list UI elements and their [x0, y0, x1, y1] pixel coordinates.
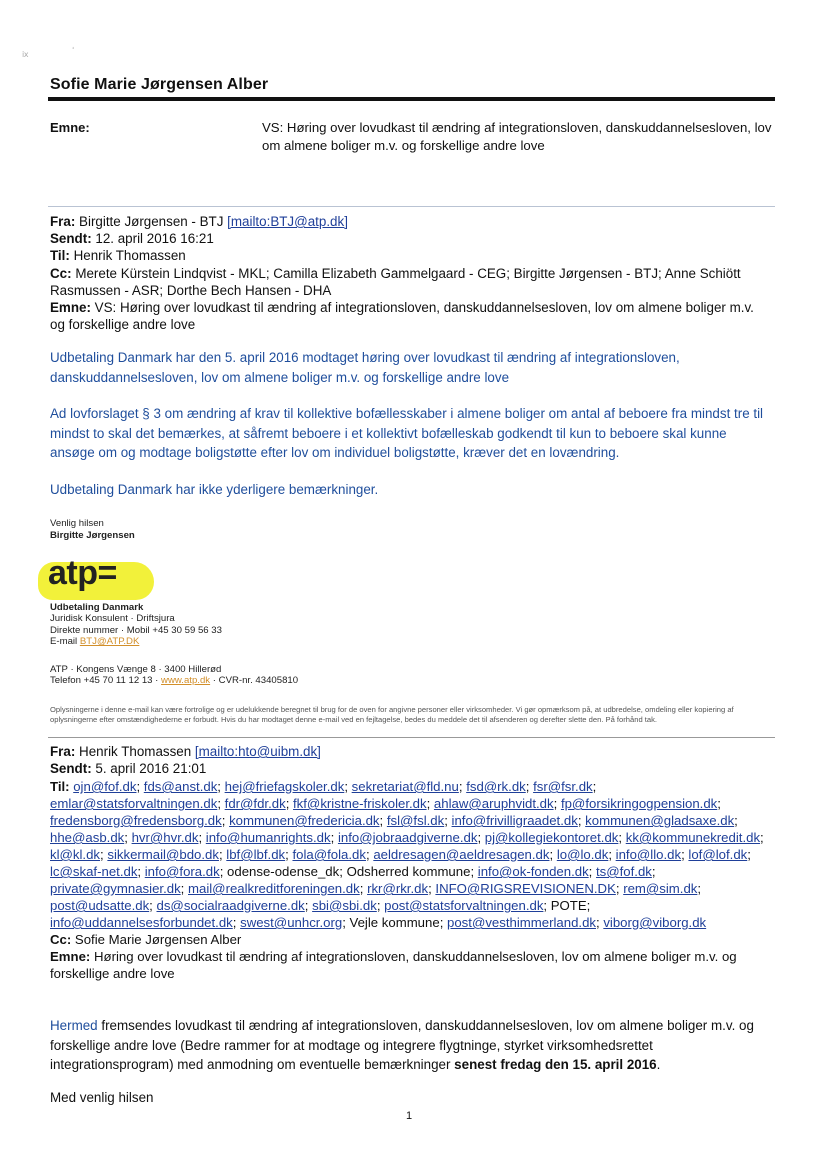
subject-line: Emne: Høring over lovudkast til ændring af integrationsloven, danskuddannelsesloven, lov om almene boliger m.v. og forskellige andre love: [50, 949, 737, 981]
subject-line: Emne: VS: Høring over lovudkast til ændring af integrationsloven, danskuddannelsesloven, lov om almene boliger m.v. og forskellige andre love: [50, 300, 754, 333]
closing-line: Med venlig hilsen: [50, 1090, 154, 1105]
recipient-email-link[interactable]: fsd@rk.dk: [466, 779, 526, 794]
recipient-email-link[interactable]: aeldresagen@aeldresagen.dk: [373, 847, 550, 862]
email1-paragraph-1: Udbetaling Danmark har den 5. april 2016 modtaget høring over lovudkast til ændring af integrationsloven, danskuddannelsesloven, lov om almene boliger m.v. og forskellige andre love: [50, 350, 680, 385]
scan-mark: ¸: [72, 40, 75, 49]
recipient-email-link[interactable]: fsl@fsl.dk: [386, 813, 445, 828]
recipient-email-link[interactable]: lo@lo.dk: [556, 847, 609, 862]
recipient-name: Vejle kommune: [349, 915, 440, 930]
logo-text: atp=: [48, 554, 117, 592]
mailto-link[interactable]: [mailto:hto@uibm.dk]: [194, 744, 321, 759]
recipient-email-link[interactable]: info@uddannelsesforbundet.dk: [50, 915, 233, 930]
mailto-link[interactable]: [mailto:BTJ@atp.dk]: [227, 214, 348, 229]
disclaimer: Oplysningerne i denne e-mail kan være fortrolige og er udelukkende beregnet til brug for de oven for angivne personer eller virksomheder. Vi gør opmærksom på, at udbredelse, omdeling eller kopiering af oplysningerne efter omstændighederne er forbudt. Hvis du har modtaget denne e-mail ved en fejltagelse, bedes du meddele det til afsenderen og derefter slette den. På forhånd tak.: [50, 705, 734, 724]
recipient-email-link[interactable]: ds@socialraadgiverne.dk: [156, 898, 305, 913]
recipient-email-link[interactable]: kommunen@fredericia.dk: [229, 813, 380, 828]
header-rule: [48, 97, 775, 101]
scan-mark: ⅸ: [22, 50, 29, 59]
recipient-email-link[interactable]: sekretariat@fld.nu: [351, 779, 459, 794]
email2-header-top: [50, 743, 772, 777]
recipient-name: Odsherred kommune: [346, 864, 471, 879]
recipient-email-link[interactable]: info@ok-fonden.dk: [477, 864, 589, 879]
website-link[interactable]: www.atp.dk: [161, 675, 211, 687]
recipient-email-link[interactable]: post@vesthimmerland.dk: [447, 915, 596, 930]
subject-label: Emne:: [50, 120, 90, 135]
recipient-email-link[interactable]: emlar@statsforvaltningen.dk: [50, 796, 218, 811]
recipient-email-link[interactable]: info@fora.dk: [144, 864, 220, 879]
message-separator: [48, 206, 775, 207]
recipient-email-link[interactable]: ojn@fof.dk: [73, 779, 137, 794]
sent-line: Sendt: 12. april 2016 16:21: [50, 231, 214, 247]
recipient-email-link[interactable]: post@statsforvaltningen.dk: [384, 898, 544, 913]
recipient-email-link[interactable]: info@frivilligraadet.dk: [451, 813, 578, 828]
signature-email-link[interactable]: BTJ@ATP.DK: [79, 636, 140, 648]
mailbox-owner-name: Sofie Marie Jørgensen Alber: [50, 76, 269, 93]
recipient-email-link[interactable]: hej@friefagskoler.dk: [224, 779, 345, 794]
signature-greeting: Venlig hilsen: [50, 518, 104, 529]
recipient-email-link[interactable]: pj@kollegiekontoret.dk: [484, 830, 619, 845]
email1-paragraph-3: Udbetaling Danmark har ikke yderligere bemærkninger.: [50, 482, 379, 497]
recipient-email-link[interactable]: post@udsatte.dk: [50, 898, 150, 913]
recipient-email-link[interactable]: sikkermail@bdo.dk: [107, 847, 219, 862]
recipient-email-link[interactable]: hvr@hvr.dk: [131, 830, 199, 845]
email2-body: Hermed fremsendes lovudkast til ændring af integrationsloven, danskuddannelsesloven, lov om almene boliger m.v. og forskellige andre love (Bedre rammer for at modtage og integrere flygtninge, styrket virksomhedsrettet integrationsprogram) med anmodning om eventuelle bemærkninger senest fredag den 15. april 2016.: [50, 1018, 754, 1072]
signature-name: Birgitte Jørgensen: [50, 530, 135, 541]
recipient-email-link[interactable]: swest@unhcr.org: [240, 915, 343, 930]
atp-logo: [38, 554, 156, 606]
recipient-email-link[interactable]: info@humanrights.dk: [205, 830, 331, 845]
disclaimer-rule: [48, 737, 775, 738]
recipient-name: odense-odense_dk: [227, 864, 340, 879]
email1-paragraph-2: Ad lovforslaget § 3 om ændring af krav til kollektive bofællesskaber i almene boliger om antal af beboere fra mindst tre til mindst to skal det bemærkes, at såfremt beboere i et kollektivt bofælleskab godkendt til kun to beboere skal kunne ansøge om og modtage boligstøtte efter lov om individuel boligstøtte, kræver det en lovændring.: [50, 406, 764, 460]
recipient-email-link[interactable]: kl@kl.dk: [50, 847, 101, 862]
recipient-email-link[interactable]: fsr@fsr.dk: [533, 779, 593, 794]
cc-line: Cc: Merete Kürstein Lindqvist - MKL; Camilla Elizabeth Gammelgaard - CEG; Birgitte Jørgensen - BTJ; Anne Schiött Rasmussen - ASR; Dorthe Bech Hansen - DHA: [50, 265, 741, 298]
signature-block: Udbetaling Danmark Juridisk Konsulent · Driftsjura Direkte nummer · Mobil +45 30 59 56 33 E-mail BTJ@ATP.DK: [50, 602, 222, 648]
from-line: Fra: Birgitte Jørgensen - BTJ [mailto:BTJ@atp.dk]: [50, 214, 348, 229]
subject-value: VS: Høring over lovudkast til ændring af integrationsloven, danskuddannelsesloven, lov om almene boliger m.v. og forskellige andre love: [262, 120, 772, 153]
recipient-email-link[interactable]: fkf@kristne-friskoler.dk: [293, 796, 427, 811]
to-label: Til:: [50, 779, 70, 794]
page-number: 1: [406, 1110, 413, 1122]
recipient-email-link[interactable]: viborg@viborg.dk: [603, 915, 707, 930]
recipient-email-link[interactable]: kommunen@gladsaxe.dk: [585, 813, 735, 828]
recipient-name: POTE: [550, 898, 587, 913]
sent-line: Sendt: 5. april 2016 21:01: [50, 761, 207, 777]
recipient-email-link[interactable]: ahlaw@aruphvidt.dk: [433, 796, 554, 811]
recipient-email-link[interactable]: rem@sim.dk: [623, 881, 698, 896]
recipient-email-link[interactable]: hhe@asb.dk: [50, 830, 125, 845]
recipient-email-link[interactable]: sbi@sbi.dk: [312, 898, 377, 913]
recipient-list: ojn@fof.dk; fds@anst.dk; hej@friefagskoler.dk; sekretariat@fld.nu; fsd@rk.dk; fsr@fsr.dk; emlar@statsforvaltningen.dk; fdr@fdr.dk; fkf@kristne-friskoler.dk; ahlaw@aruphvidt.dk; fp@forsikringogpension.dk; fredensborg@fredensborg.dk; kommunen@fredericia.dk; fsl@fsl.dk; info@frivilligraadet.dk; kommunen@gladsaxe.dk; hhe@asb.dk; hvr@hvr.dk; info@humanrights.dk; info@jobraadgiverne.dk; pj@kollegiekontoret.dk; kk@kommunekredit.dk; kl@kl.dk; sikkermail@bdo.dk; lbf@lbf.dk; fola@fola.dk; aeldresagen@aeldresagen.dk; lo@lo.dk; info@llo.dk; lof@lof.dk; lc@skaf-net.dk; info@fora.dk; odense-odense_dk; Odsherred kommune; info@ok-fonden.dk; ts@fof.dk; private@gymnasier.dk; mail@realkreditforeningen.dk; rkr@rkr.dk; INFO@RIGSREVISIONEN.DK; rem@sim.dk; post@udsatte.dk; ds@socialraadgiverne.dk; sbi@sbi.dk; post@statsforvaltningen.dk; POTE; info@uddannelsesforbundet.dk; swest@unhcr.org; Vejle kommune; post@vesthimmerland.dk; viborg@viborg.dk: [50, 779, 764, 930]
recipient-email-link[interactable]: info@jobraadgiverne.dk: [337, 830, 478, 845]
recipient-email-link[interactable]: fredensborg@fredensborg.dk: [50, 813, 222, 828]
from-line: Fra: Henrik Thomassen [mailto:hto@uibm.dk]: [50, 744, 321, 759]
recipient-email-link[interactable]: fola@fola.dk: [292, 847, 366, 862]
recipient-email-link[interactable]: rkr@rkr.dk: [367, 881, 429, 896]
recipient-email-link[interactable]: info@llo.dk: [615, 847, 682, 862]
email1-header: [50, 213, 772, 333]
recipients-block: [50, 778, 768, 982]
recipient-email-link[interactable]: lof@lof.dk: [688, 847, 748, 862]
recipient-email-link[interactable]: ts@fof.dk: [596, 864, 652, 879]
address-block: ATP · Kongens Vænge 8 · 3400 Hillerød Telefon +45 70 11 12 13 · www.atp.dk · CVR-nr. 43405810: [50, 664, 299, 687]
recipient-email-link[interactable]: private@gymnasier.dk: [50, 881, 181, 896]
recipient-email-link[interactable]: INFO@RIGSREVISIONEN.DK: [435, 881, 616, 896]
recipient-email-link[interactable]: lc@skaf-net.dk: [50, 864, 138, 879]
recipient-email-link[interactable]: fdr@fdr.dk: [224, 796, 286, 811]
cc-line: Cc: Sofie Marie Jørgensen Alber: [50, 932, 242, 947]
recipient-email-link[interactable]: fds@anst.dk: [143, 779, 218, 794]
recipient-email-link[interactable]: lbf@lbf.dk: [226, 847, 286, 862]
recipient-email-link[interactable]: kk@kommunekredit.dk: [625, 830, 761, 845]
to-line: Til: Henrik Thomassen: [50, 248, 186, 264]
recipient-email-link[interactable]: mail@realkreditforeningen.dk: [188, 881, 360, 896]
recipient-email-link[interactable]: fp@forsikringogpension.dk: [560, 796, 718, 811]
